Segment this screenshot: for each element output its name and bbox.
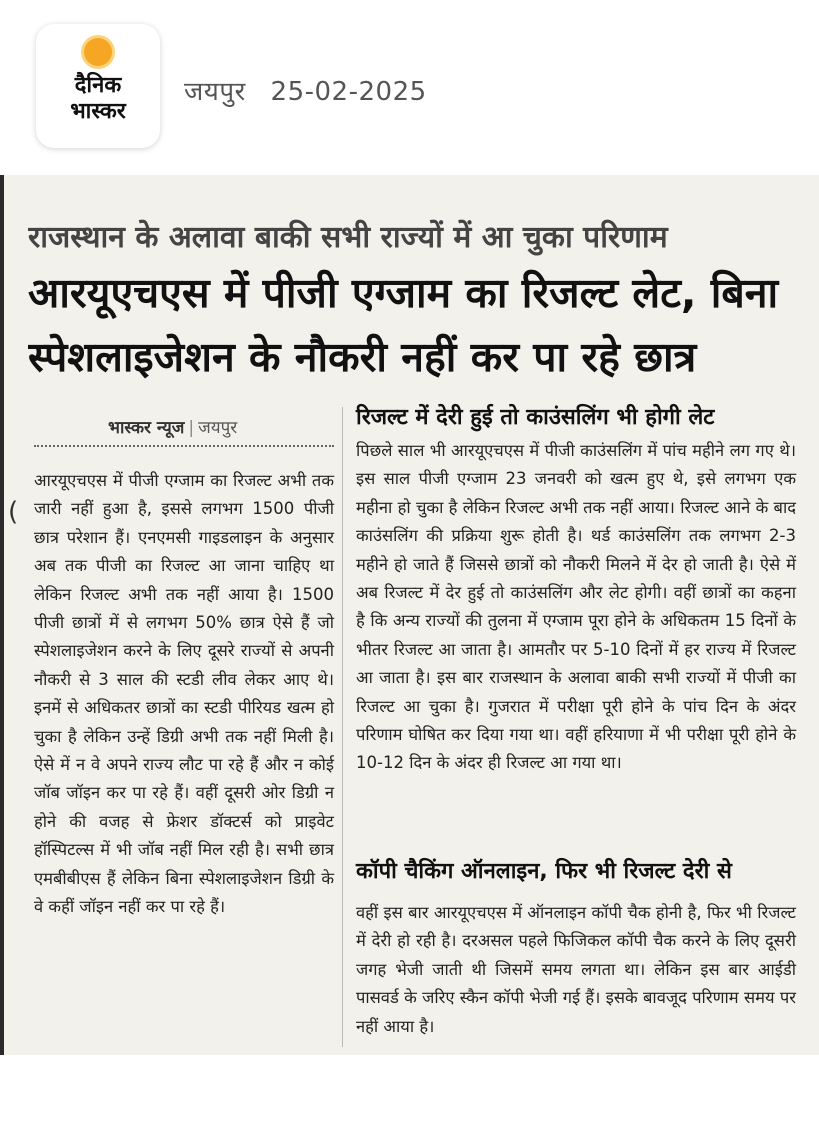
byline-separator: | <box>188 418 195 438</box>
left-column-body: आरयूएचएस में पीजी एग्जाम का रिजल्ट अभी तक जारी नहीं हुआ है, इससे लगभग 1500 पीजी छात्र परेशान हैं। एनएमसी गाइडलाइन के अनुसार अब तक पीजी का रिजल्ट आ जाना चाहिए था लेकिन रिजल्ट अभी तक नहीं आया है। 1500 पीजी छात्रों में से लगभग 50% छात्र ऐसे हैं जो स्पेशलाइजेशन करने के लिए दूसरे राज्यों से अपनी नौकरी से 3 साल की स्टडी लीव लेकर आए थे। इनमें से अधिकतर छात्रों का स्टडी पीरियड खत्म हो चुका है लेकिन उन्हें डिग्री अभी तक नहीं मिली है। ऐसे में न वे अपने राज्य लौट पा रहे हैं और न कोई जॉब जॉइन कर पा रहे हैं। वहीं दूसरी ओर डिग्री न होने की वजह से फ्रेशर डॉक्टर्स को प्राइवेट हॉस्पिटल्स में भी जॉब नहीं मिल रही है। सभी छात्र एमबीबीएस हैं लेकिन बिना स्पेशलाइजेशन डिग्री के वे कहीं जॉइन नहीं कर पा रहे हैं। <box>34 471 334 917</box>
subhead-counselling: रिजल्ट में देरी हुई तो काउंसलिंग भी होगी लेट <box>356 405 715 430</box>
byline-source: भास्कर न्यूज <box>108 418 185 438</box>
subhead-copy-checking: कॉपी चैकिंग ऑनलाइन, फिर भी रिजल्ट देरी से <box>356 859 732 884</box>
newspaper-clipping <box>0 175 819 1055</box>
dainik-bhaskar-logo[interactable] <box>36 24 160 148</box>
sun-icon <box>84 38 112 66</box>
right-column-body-1: पिछले साल भी आरयूएचएस में पीजी काउंसलिंग में पांच महीने लग गए थे। इस साल पीजी एग्जाम 23 जनवरी को खत्म हुए थे, इसे लगभग एक महीना हो चुका है लेकिन रिजल्ट अभी तक नहीं आया। रिजल्ट आने के बाद काउंसलिंग की प्रक्रिया शुरू होती है। थर्ड काउंसलिंग तक लगभग 2-3 महीने हो जाते हैं जिससे छात्रों को नौकरी मिलने में देर हो जाती है। ऐसे में अब रिजल्ट में देर हुई तो काउंसलिंग और लेट होगी। वहीं छात्रों का कहना है कि अन्य राज्यों की तुलना में एग्जाम पूरा होने के अधिकतम 15 दिनों के भीतर रिजल्ट आ जाता है। आमतौर पर 5-10 दिनों में हर राज्य में रिजल्ट आ जाता है। इस बार राजस्थान के अलावा बाकी सभी राज्यों में पीजी का रिजल्ट आ चुका है। गुजरात में परीक्षा पूरी होने के पांच दिन के अंदर परिणाम घोषित कर दिया गया था। वहीं हरियाणा में भी परीक्षा पूरी होने के 10-12 दिन के अंदर ही रिजल्ट आ गया था। <box>356 441 796 773</box>
byline <box>108 415 237 438</box>
date-label: 25-02-2025 <box>270 77 427 107</box>
dotted-rule <box>34 445 334 447</box>
headline-line2: स्पेशलाइजेशन के नौकरी नहीं कर पा रहे छात्र <box>28 333 697 381</box>
edge-mark: ( <box>8 497 19 527</box>
byline-city: जयपुर <box>198 418 238 438</box>
article-kicker: राजस्थान के अलावा बाकी सभी राज्यों में आ चुका परिणाम <box>28 220 668 255</box>
right-column-body-2: वहीं इस बार आरयूएचएस में ऑनलाइन कॉपी चैक होनी है, फिर भी रिजल्ट में देरी हो रही है। दरअसल पहले फिजिकल कॉपी चैक करने के लिए दूसरी जगह भेजी जाती थी जिसमें समय लगता था। लेकिन इस बार आईडी पासवर्ड के जरिए स्कैन कॉपी भेजी गई हैं। इसके बावजूद परिणाम समय पर नहीं आया है। <box>356 903 796 1036</box>
column-divider <box>342 407 343 1047</box>
logo-line2: भास्कर <box>70 99 126 124</box>
headline-line1: आरयूएचएस में पीजी एग्जाम का रिजल्ट लेट, बिना <box>28 269 779 317</box>
page-header <box>0 0 819 165</box>
dateline <box>184 72 443 108</box>
city-label: जयपुर <box>184 77 246 107</box>
logo-line1: दैनिक <box>74 73 122 98</box>
article-headline <box>28 261 808 389</box>
